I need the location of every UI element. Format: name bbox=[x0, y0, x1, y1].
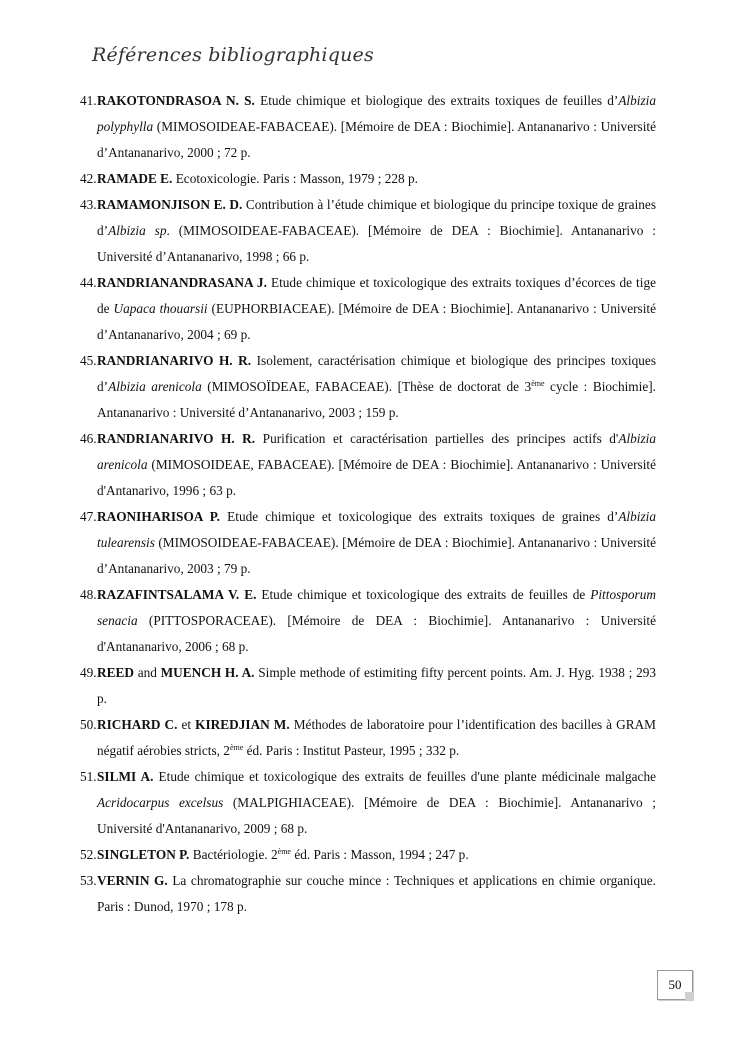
reference-item bbox=[80, 582, 656, 660]
reference-text: éd. Paris : Masson, 1994 ; 247 p. bbox=[294, 847, 469, 862]
reference-text: Bactériologie. 2 bbox=[192, 847, 278, 862]
reference-item bbox=[80, 348, 656, 426]
reference-item bbox=[80, 426, 656, 504]
reference-text: . (MIMOSOIDEAE-FABACEAE). [Mémoire de DEA : Biochimie]. Antananarivo : Université d’Antananarivo, 1998 ; 66 p. bbox=[97, 223, 656, 264]
reference-text: (PITTOSPORACEAE). [Mémoire de DEA : Biochimie]. Antananarivo : Université d'Antananarivo, 2006 ; 68 p. bbox=[97, 613, 657, 654]
reference-text: Etude chimique et biologique des extraits toxiques de feuilles d’ bbox=[260, 93, 619, 108]
reference-item bbox=[80, 868, 656, 920]
reference-text: (MIMOSOÏDEAE, FABACEAE). [Thèse de doctorat de 3 bbox=[207, 379, 532, 394]
reference-text: Etude chimique et toxicologique des extraits toxiques de graines d’ bbox=[227, 509, 619, 524]
reference-text: (MALPIGHIACEAE). [Mémoire de DEA : Biochimie]. Antananarivo ; Université d'Antananarivo, 2009 ; 68 p. bbox=[97, 795, 656, 836]
reference-text: La chromatographie sur couche mince : Techniques et applications en chimie organique. Paris : Dunod, 1970 ; 178 p. bbox=[97, 873, 656, 914]
reference-number: 42. bbox=[80, 171, 97, 186]
species-name: Acridocarpus excelsus bbox=[97, 795, 224, 810]
reference-author: RANDRIANARIVO H. R. bbox=[97, 431, 256, 446]
reference-item bbox=[80, 166, 656, 192]
reference-author: RAZAFINTSALAMA V. E. bbox=[97, 587, 257, 602]
page-header: Références bibliographiques bbox=[92, 44, 374, 66]
reference-number: 49. bbox=[80, 665, 97, 680]
reference-author: RICHARD C. bbox=[97, 717, 178, 732]
reference-author: RAMADE E. bbox=[97, 171, 173, 186]
reference-text: Etude chimique et toxicologique des extraits toxiques d’écorces de tige de bbox=[97, 275, 657, 316]
reference-text: Méthodes de laboratoire pour l’identification des bacilles à GRAM négatif aérobies stricts, 2 bbox=[97, 717, 657, 758]
reference-text: Simple methode of estimiting fifty percent points. Am. J. Hyg. 1938 ; 293 p. bbox=[97, 665, 657, 706]
reference-author: RANDRIANARIVO H. R. bbox=[97, 353, 252, 368]
species-name: Albizia sp bbox=[108, 223, 167, 238]
reference-author: SINGLETON P. bbox=[97, 847, 190, 862]
reference-author: VERNIN G. bbox=[97, 873, 168, 888]
reference-author: MUENCH H. A. bbox=[160, 665, 255, 680]
reference-number: 50. bbox=[80, 717, 97, 732]
superscript: ème bbox=[277, 847, 291, 856]
species-name: Albizia polyphylla bbox=[97, 93, 656, 134]
reference-author: SILMI A. bbox=[97, 769, 154, 784]
reference-author: RAKOTONDRASOA N. S. bbox=[97, 93, 255, 108]
reference-text: Isolement, caractérisation chimique et biologique des principes toxiques d’ bbox=[97, 353, 657, 394]
reference-number: 47. bbox=[80, 509, 97, 524]
reference-text: Contribution à l’étude chimique et biologique du principe toxique de graines d’ bbox=[97, 197, 656, 238]
reference-author: REED bbox=[97, 665, 134, 680]
superscript: ème bbox=[531, 379, 545, 388]
reference-author: RAMAMONJISON E. D. bbox=[97, 197, 243, 212]
reference-author: RAONIHARISOA P. bbox=[97, 509, 220, 524]
reference-list bbox=[80, 88, 656, 920]
reference-text: (EUPHORBIACEAE). [Mémoire de DEA : Biochimie]. Antananarivo : Université d’Antananarivo, 2004 ; 69 p. bbox=[97, 301, 656, 342]
reference-number: 48. bbox=[80, 587, 97, 602]
reference-number: 51. bbox=[80, 769, 97, 784]
reference-text: Ecotoxicologie. Paris : Masson, 1979 ; 228 p. bbox=[175, 171, 418, 186]
species-name: Pittosporum senacia bbox=[97, 587, 656, 628]
reference-number: 43. bbox=[80, 197, 97, 212]
species-name: Uapaca thouarsii bbox=[113, 301, 208, 316]
species-name: Albizia arenicola bbox=[97, 431, 657, 472]
species-name: Albizia tulearensis bbox=[97, 509, 656, 550]
reference-item bbox=[80, 842, 656, 868]
reference-text: éd. Paris : Institut Pasteur, 1995 ; 332 p. bbox=[246, 743, 460, 758]
reference-item bbox=[80, 660, 656, 712]
page-number: 50 bbox=[657, 970, 693, 1000]
reference-text: Etude chimique et toxicologique des extraits de feuilles d'une plante médicinale malgache bbox=[158, 769, 657, 784]
reference-number: 44. bbox=[80, 275, 97, 290]
reference-text: cycle : Biochimie]. Antananarivo : Université d’Antananarivo, 2003 ; 159 p. bbox=[97, 379, 656, 420]
reference-text: (MIMOSOIDEAE, FABACEAE). [Mémoire de DEA : Biochimie]. Antananarivo : Université d'Antanarivo, 1996 ; 63 p. bbox=[97, 457, 657, 498]
reference-text: (MIMOSOIDEAE-FABACEAE). [Mémoire de DEA : Biochimie]. Antananarivo : Université d’Antananarivo, 2003 ; 79 p. bbox=[97, 535, 656, 576]
reference-item bbox=[80, 504, 656, 582]
superscript: ème bbox=[229, 743, 244, 752]
reference-conjunction: and bbox=[137, 665, 157, 680]
reference-text: (MIMOSOIDEAE-FABACEAE). [Mémoire de DEA : Biochimie]. Antananarivo : Université d’Antananarivo, 2000 ; 72 p. bbox=[97, 119, 656, 160]
species-name: Albizia arenicola bbox=[108, 379, 202, 394]
reference-item bbox=[80, 88, 656, 166]
reference-number: 46. bbox=[80, 431, 97, 446]
reference-text: Etude chimique et toxicologique des extraits de feuilles de bbox=[261, 587, 586, 602]
reference-conjunction: et bbox=[181, 717, 192, 732]
reference-item bbox=[80, 270, 656, 348]
reference-number: 52. bbox=[80, 847, 97, 862]
reference-text: Purification et caractérisation partielles des principes actifs d' bbox=[262, 431, 619, 446]
reference-number: 53. bbox=[80, 873, 97, 888]
reference-author: KIREDJIAN M. bbox=[195, 717, 290, 732]
reference-item bbox=[80, 764, 656, 842]
reference-item bbox=[80, 712, 656, 764]
reference-item bbox=[80, 192, 656, 270]
reference-number: 41. bbox=[80, 93, 97, 108]
reference-author: RANDRIANANDRASANA J. bbox=[97, 275, 267, 290]
reference-number: 45. bbox=[80, 353, 97, 368]
